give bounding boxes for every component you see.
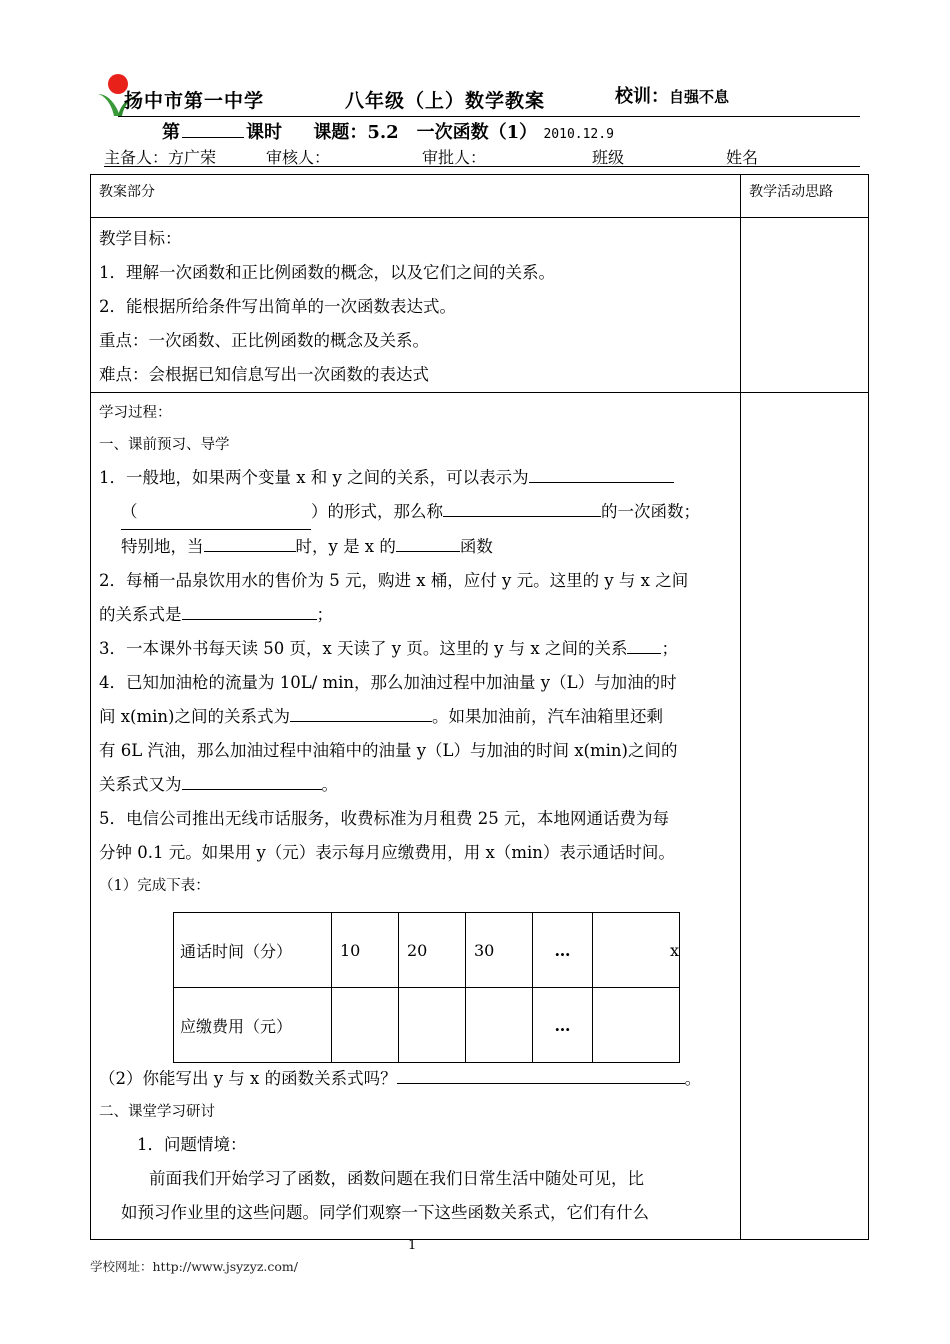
fee-cell: x	[593, 913, 680, 988]
question-4: 4．已知加油枪的流量为 10L/ min，那么加油过程中加油量 y（L）与加油的时	[99, 673, 677, 692]
fee-cell: 30	[466, 913, 533, 988]
fee-cell: 20	[399, 913, 466, 988]
question-5: 5．电信公司推出无线市话服务，收费标准为月租费 25 元，本地网通话费为每	[99, 809, 669, 828]
q2-end: ；	[316, 605, 333, 624]
q4-text: 间 x(min)之间的关系式为	[99, 707, 290, 726]
q1-end: 的一次函数；	[601, 502, 700, 521]
name-label: 姓名	[726, 148, 759, 167]
fee-cell[interactable]	[399, 988, 466, 1063]
question-1-cont	[99, 495, 732, 530]
lesson-prefix: 第	[162, 122, 180, 143]
lesson-plan-table	[90, 174, 869, 1240]
fee-table	[173, 912, 680, 1063]
preparer: 主备人：方广荣	[104, 148, 217, 167]
fee-cell: 10	[332, 913, 399, 988]
staff-line	[104, 145, 860, 167]
notes-column-header: 教学活动思路	[741, 175, 869, 218]
key-point: 重点：一次函数、正比例函数的概念及关系。	[99, 331, 429, 350]
school-motto	[615, 82, 729, 108]
q4-d-end: 。	[321, 775, 338, 794]
q4-d-text: 关系式又为	[99, 775, 182, 794]
question-4-b	[99, 700, 732, 734]
lesson-line	[162, 118, 614, 144]
answer-blank[interactable]	[204, 537, 296, 552]
objectives-title: 教学目标：	[99, 229, 182, 248]
q1-close: ）的形式，那么称	[311, 502, 443, 521]
notes-cell	[741, 393, 869, 1240]
q5-2-text: （2）你能写出 y 与 x 的函数关系式吗？	[99, 1069, 397, 1088]
question-4-c: 有 6L 汽油，那么加油过程中油箱中的油量 y（L）与加油的时间 x(min)之间的	[99, 741, 678, 760]
fee-row-label: 应缴费用（元）	[174, 988, 332, 1063]
q1-special-a: 特别地，当	[121, 537, 204, 556]
q3-end: ；	[661, 639, 678, 658]
answer-blank[interactable]	[290, 707, 432, 722]
answer-blank[interactable]	[396, 537, 460, 552]
q1-open: （	[121, 502, 138, 521]
process-title: 学习过程：	[99, 405, 172, 421]
part1-heading: 一、课前预习、导学	[99, 437, 230, 453]
answer-blank[interactable]	[182, 605, 317, 620]
lesson-topic: 课题：5.2 一次函数（1）	[313, 122, 538, 143]
answer-blank[interactable]	[182, 775, 322, 790]
q1-special-c: 函数	[459, 537, 493, 556]
question-1-special	[99, 530, 732, 564]
lesson-suffix: 课时	[246, 122, 282, 143]
reviewer: 审核人：	[266, 148, 331, 167]
page-number: 1	[408, 1238, 417, 1253]
header-rule	[118, 116, 860, 117]
q1-text: 1．一般地，如果两个变量 x 和 y 之间的关系，可以表示为	[99, 468, 529, 487]
paragraph: 如预习作业里的这些问题。同学们观察一下这些函数关系式，它们有什么	[121, 1203, 649, 1222]
question-5-part2	[99, 1062, 732, 1096]
fee-ellipsis: …	[533, 988, 593, 1063]
question-2: 2．每桶一品泉饮用水的售价为 5 元，购进 x 桶，应付 y 元。这里的 y 与 x 之间	[99, 571, 689, 590]
fee-cell[interactable]	[332, 988, 399, 1063]
lesson-date: 2010.12.9	[543, 127, 614, 142]
question-5-b: 分钟 0.1 元。如果用 y（元）表示每月应缴费用，用 x（min）表示通话时间。	[99, 843, 675, 862]
course-title: 八年级（上）数学教案	[345, 90, 546, 112]
process-section	[91, 393, 741, 1240]
question-4-d	[99, 768, 732, 802]
q5-2-end: 。	[684, 1069, 702, 1088]
sub-heading: 1．问题情境：	[137, 1135, 247, 1154]
objectives-section	[91, 218, 741, 393]
paragraph: 前面我们开始学习了函数，函数问题在我们日常生活中随处可见，比	[149, 1169, 644, 1188]
motto-value: 自强不息	[669, 88, 730, 106]
q2-text: 的关系式是	[99, 605, 182, 624]
class-label: 班级	[592, 148, 625, 167]
q3-text: 3．一本课外书每天读 50 页，x 天读了 y 页。这里的 y 与 x 之间的关系	[99, 639, 628, 658]
footer-url: 学校网址：http://www.jsyzyz.com/	[90, 1259, 298, 1274]
fee-cell[interactable]	[466, 988, 533, 1063]
school-name: 扬中市第一中学	[124, 90, 265, 112]
question-1	[99, 461, 732, 495]
answer-blank[interactable]	[529, 468, 674, 483]
objective-item: 2．能根据所给条件写出简单的一次函数表达式。	[99, 297, 456, 316]
approver: 审批人：	[422, 148, 487, 167]
objective-item: 1．理解一次函数和正比例函数的概念，以及它们之间的关系。	[99, 263, 555, 282]
question-2-cont	[99, 598, 732, 632]
answer-blank[interactable]	[443, 502, 601, 517]
q4-b-end: 。如果加油前，汽车油箱里还剩	[431, 707, 663, 726]
fee-ellipsis: …	[533, 913, 593, 988]
difficulty: 难点：会根据已知信息写出一次函数的表达式	[99, 365, 429, 384]
fee-row-label: 通话时间（分）	[174, 913, 332, 988]
answer-blank[interactable]	[627, 639, 661, 654]
plan-column-header: 教案部分	[91, 175, 741, 218]
part2-heading: 二、课堂学习研讨	[99, 1104, 215, 1120]
lesson-number-blank	[182, 123, 244, 138]
notes-cell	[741, 218, 869, 393]
answer-blank[interactable]	[397, 1069, 685, 1084]
question-5-part1: （1）完成下表：	[99, 878, 210, 894]
q1-special-b: 时，y 是 x 的	[295, 537, 396, 556]
question-3	[99, 632, 732, 666]
motto-label: 校训：	[615, 86, 669, 107]
fee-cell[interactable]	[593, 988, 680, 1063]
